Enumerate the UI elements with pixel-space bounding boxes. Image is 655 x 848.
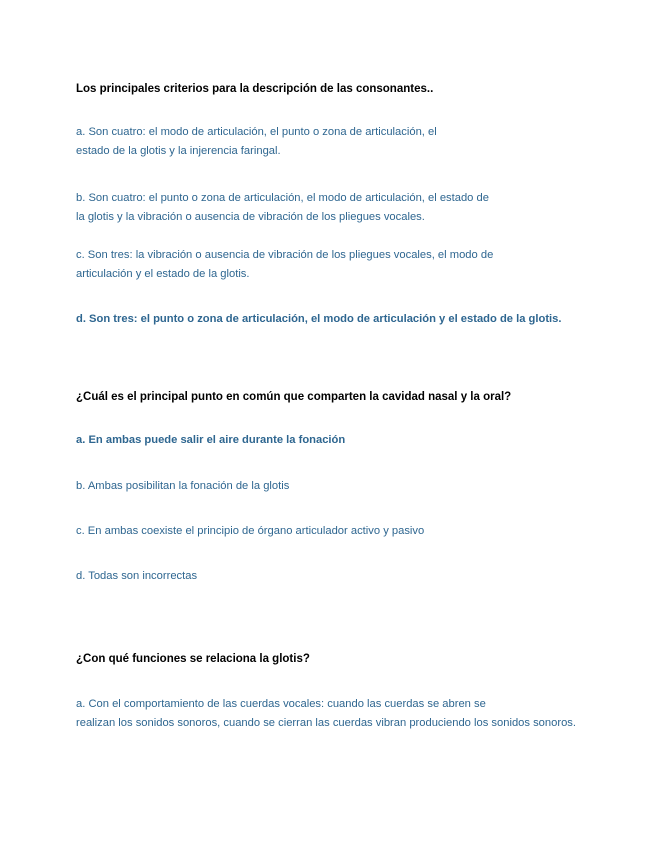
question-3-option-a-continued[interactable] — [76, 715, 578, 732]
option-text: d. Son tres: el punto o zona de articulación, el modo de articulación y el estado de la glotis. — [76, 313, 562, 325]
question-3: ¿Con qué funciones se relaciona la glotis? — [76, 653, 310, 665]
option-line: a. Son cuatro: el modo de articulación, el punto o zona de articulación, el — [76, 126, 437, 138]
option-text: c. En ambas coexiste el principio de órgano articulador activo y pasivo — [76, 525, 425, 537]
option-text: d. Todas son incorrectas — [76, 570, 198, 582]
option-text: b. Ambas posibilitan la fonación de la glotis — [76, 480, 290, 492]
option-line: estado de la glotis y la injerencia faringal. — [76, 145, 281, 157]
option-line: realizan los sonidos sonoros, cuando se cierran las cuerdas vibran produciendo los sonidos sonoros. — [76, 717, 576, 729]
option-line: articulación y el estado de la glotis. — [76, 268, 250, 280]
question-2-option-b[interactable] — [76, 477, 578, 496]
question-1-option-b[interactable] — [76, 189, 578, 227]
question-1-option-c[interactable] — [76, 246, 578, 284]
option-line: b. Son cuatro: el punto o zona de articulación, el modo de articulación, el estado de — [76, 192, 489, 204]
option-text: a. En ambas puede salir el aire durante la fonación — [76, 434, 346, 446]
option-line: c. Son tres: la vibración o ausencia de vibración de los pliegues vocales, el modo de — [76, 249, 494, 261]
option-line: la glotis y la vibración o ausencia de vibración de los pliegues vocales. — [76, 211, 425, 223]
question-3-option-a[interactable] — [76, 695, 578, 714]
question-2: ¿Cuál es el principal punto en común que comparten la cavidad nasal y la oral? — [76, 391, 512, 403]
question-2-option-d[interactable] — [76, 567, 578, 586]
question-1: Los principales criterios para la descripción de las consonantes.. — [76, 83, 434, 95]
question-1-option-d[interactable] — [76, 311, 578, 328]
question-1-option-a[interactable] — [76, 123, 578, 161]
question-2-option-a[interactable] — [76, 431, 578, 450]
option-line: a. Con el comportamiento de las cuerdas vocales: cuando las cuerdas se abren se — [76, 698, 486, 710]
question-2-option-c[interactable] — [76, 522, 578, 541]
